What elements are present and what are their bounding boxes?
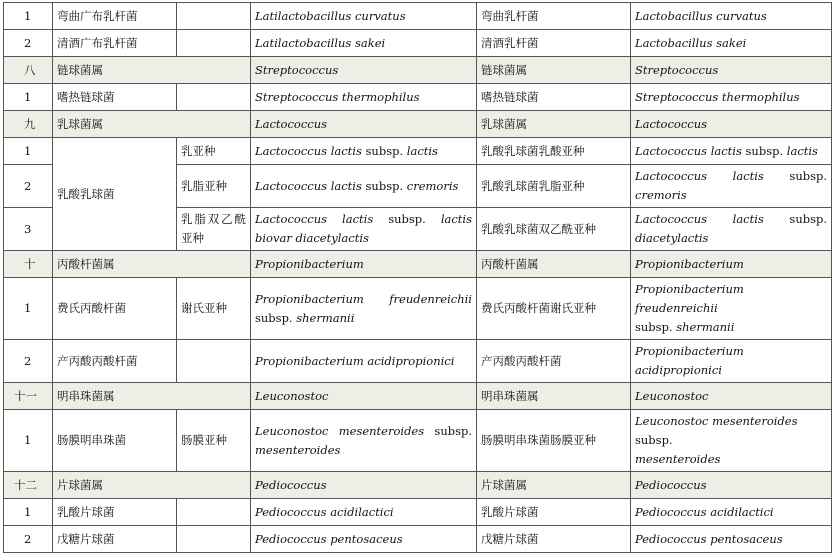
former-chinese-name: 戊糖片球菌 — [477, 526, 631, 553]
latin-name: Pediococcus pentosaceus — [251, 526, 477, 553]
row-index: 1 — [4, 84, 53, 111]
strain-table — [3, 2, 832, 553]
former-latin-name: Lactobacillus sakei — [631, 30, 832, 57]
genus-index: 九 — [4, 111, 53, 138]
row-index: 1 — [4, 499, 53, 526]
former-chinese-name: 乳酸乳球菌乳脂亚种 — [477, 165, 631, 208]
latin-name: Streptococcus thermophilus — [251, 84, 477, 111]
table-row — [4, 138, 832, 165]
former-genus-chinese-name: 链球菌属 — [477, 57, 631, 84]
subspecies-cell — [177, 499, 251, 526]
former-genus-latin-name: Lactococcus — [631, 111, 832, 138]
former-genus-chinese-name: 乳球菌属 — [477, 111, 631, 138]
table-row — [4, 84, 832, 111]
former-latin-name: Leuconostoc mesenteroides subsp. mesenteroides — [631, 410, 832, 472]
former-chinese-name: 费氏丙酸杆菌谢氏亚种 — [477, 278, 631, 340]
row-index: 2 — [4, 165, 53, 208]
former-latin-name: Lactococcus lactis subsp. cremoris — [631, 165, 832, 208]
genus-row — [4, 251, 832, 278]
genus-latin-name: Propionibacterium — [251, 251, 477, 278]
former-chinese-name: 嗜热链球菌 — [477, 84, 631, 111]
table-row — [4, 30, 832, 57]
chinese-name: 清酒广布乳杆菌 — [53, 30, 177, 57]
former-chinese-name: 清酒乳杆菌 — [477, 30, 631, 57]
genus-index: 十 — [4, 251, 53, 278]
former-chinese-name: 肠膜明串珠菌肠膜亚种 — [477, 410, 631, 472]
chinese-name: 乳酸片球菌 — [53, 499, 177, 526]
table-row — [4, 3, 832, 30]
former-chinese-name: 产丙酸丙酸杆菌 — [477, 340, 631, 383]
subspecies-cell — [177, 340, 251, 383]
table-row — [4, 526, 832, 553]
genus-latin-name: Streptococcus — [251, 57, 477, 84]
subspecies-cell — [177, 3, 251, 30]
subspecies-cell — [177, 526, 251, 553]
former-latin-name: Streptococcus thermophilus — [631, 84, 832, 111]
chinese-name: 戊糖片球菌 — [53, 526, 177, 553]
row-index: 3 — [4, 208, 53, 251]
row-index: 2 — [4, 526, 53, 553]
former-genus-latin-name: Streptococcus — [631, 57, 832, 84]
former-latin-name: Pediococcus pentosaceus — [631, 526, 832, 553]
latin-name: Propionibacterium acidipropionici — [251, 340, 477, 383]
former-chinese-name: 乳酸片球菌 — [477, 499, 631, 526]
genus-row — [4, 57, 832, 84]
genus-latin-name: Leuconostoc — [251, 383, 477, 410]
genus-index: 十一 — [4, 383, 53, 410]
subspecies-cell — [177, 84, 251, 111]
table-row — [4, 278, 832, 340]
genus-chinese-name: 片球菌属 — [53, 472, 251, 499]
chinese-name: 弯曲广布乳杆菌 — [53, 3, 177, 30]
genus-latin-name: Pediococcus — [251, 472, 477, 499]
latin-name: Lactococcus lactis subsp. cremoris — [251, 165, 477, 208]
genus-chinese-name: 丙酸杆菌属 — [53, 251, 251, 278]
former-latin-name: Propionibacterium acidipropionici — [631, 340, 832, 383]
row-index: 1 — [4, 278, 53, 340]
latin-name: Latilactobacillus sakei — [251, 30, 477, 57]
chinese-name: 乳酸乳球菌 — [53, 138, 177, 251]
former-latin-name: Lactococcus lactis subsp. lactis — [631, 138, 832, 165]
former-chinese-name: 乳酸乳球菌乳酸亚种 — [477, 138, 631, 165]
genus-chinese-name: 乳球菌属 — [53, 111, 251, 138]
former-genus-chinese-name: 明串珠菌属 — [477, 383, 631, 410]
row-index: 1 — [4, 3, 53, 30]
former-genus-chinese-name: 片球菌属 — [477, 472, 631, 499]
chinese-name: 产丙酸丙酸杆菌 — [53, 340, 177, 383]
latin-name: Leuconostoc mesenteroides subsp. mesenteroides — [251, 410, 477, 472]
subspecies-name: 谢氏亚种 — [177, 278, 251, 340]
former-latin-name: Lactobacillus curvatus — [631, 3, 832, 30]
latin-name: Latilactobacillus curvatus — [251, 3, 477, 30]
subspecies-name: 肠膜亚种 — [177, 410, 251, 472]
subspecies-name: 乳脂亚种 — [177, 165, 251, 208]
table-row — [4, 410, 832, 472]
genus-chinese-name: 明串珠菌属 — [53, 383, 251, 410]
former-chinese-name: 弯曲乳杆菌 — [477, 3, 631, 30]
row-index: 1 — [4, 410, 53, 472]
latin-name: Pediococcus acidilactici — [251, 499, 477, 526]
latin-name: Lactococcus lactis subsp. lactis biovar diacetylactis — [251, 208, 477, 251]
row-index: 2 — [4, 340, 53, 383]
former-genus-latin-name: Leuconostoc — [631, 383, 832, 410]
former-chinese-name: 乳酸乳球菌双乙酰亚种 — [477, 208, 631, 251]
row-index: 2 — [4, 30, 53, 57]
chinese-name: 肠膜明串珠菌 — [53, 410, 177, 472]
latin-name: Propionibacterium freudenreichii subsp. shermanii — [251, 278, 477, 340]
genus-index: 八 — [4, 57, 53, 84]
former-genus-chinese-name: 丙酸杆菌属 — [477, 251, 631, 278]
latin-name: Lactococcus lactis subsp. lactis — [251, 138, 477, 165]
genus-row — [4, 383, 832, 410]
former-genus-latin-name: Propionibacterium — [631, 251, 832, 278]
former-latin-name: Lactococcus lactis subsp. diacetylactis — [631, 208, 832, 251]
genus-row — [4, 111, 832, 138]
genus-index: 十二 — [4, 472, 53, 499]
genus-latin-name: Lactococcus — [251, 111, 477, 138]
chinese-name: 嗜热链球菌 — [53, 84, 177, 111]
former-genus-latin-name: Pediococcus — [631, 472, 832, 499]
subspecies-cell — [177, 30, 251, 57]
former-latin-name: Pediococcus acidilactici — [631, 499, 832, 526]
genus-chinese-name: 链球菌属 — [53, 57, 251, 84]
former-latin-name: Propionibacterium freudenreichii subsp. shermanii — [631, 278, 832, 340]
subspecies-name: 乳脂双乙酰亚种 — [177, 208, 251, 251]
genus-row — [4, 472, 832, 499]
subspecies-name: 乳亚种 — [177, 138, 251, 165]
row-index: 1 — [4, 138, 53, 165]
chinese-name: 费氏丙酸杆菌 — [53, 278, 177, 340]
table-row — [4, 499, 832, 526]
table-row — [4, 340, 832, 383]
